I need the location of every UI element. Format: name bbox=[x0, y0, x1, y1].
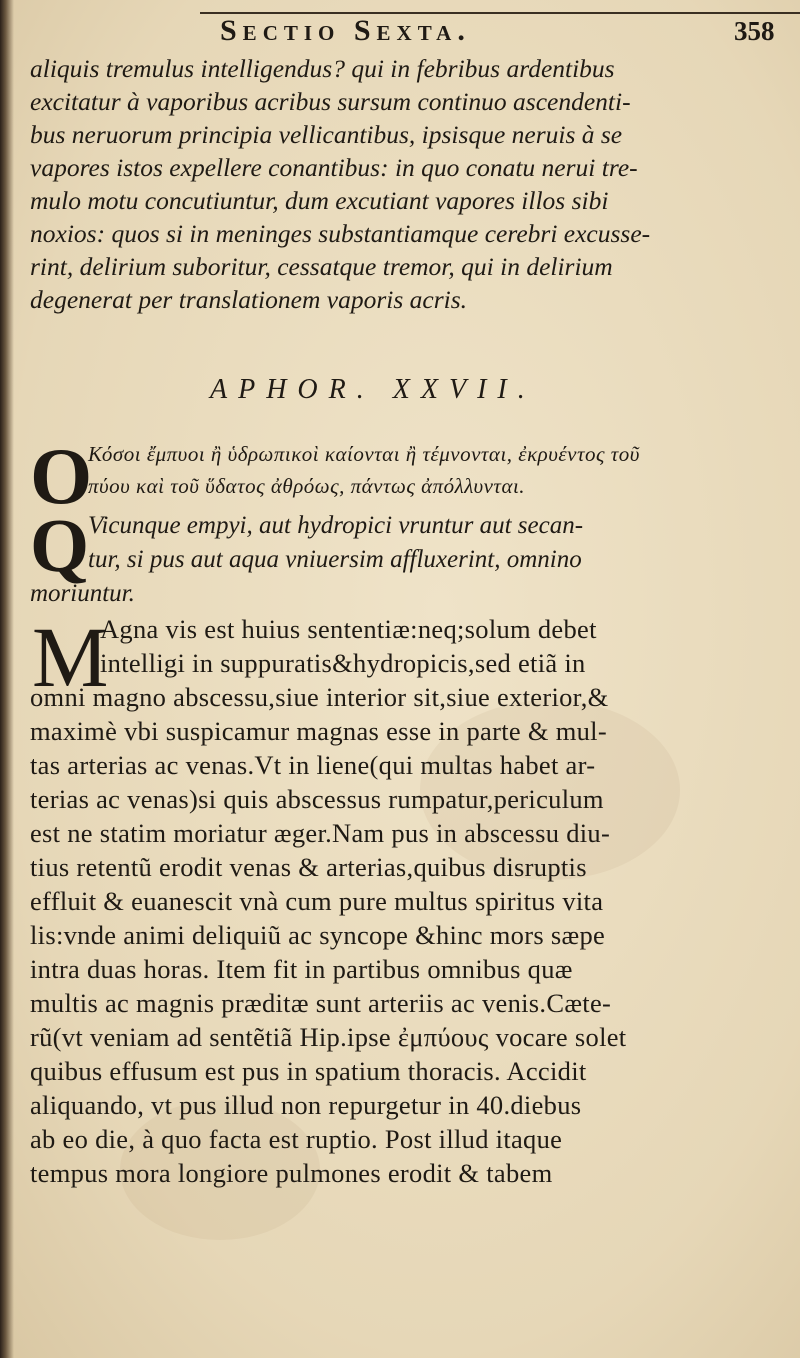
binding-gutter-shadow bbox=[0, 0, 14, 1358]
text-line: vapores istos expellere conantibus: in quo conatu nerui tre- bbox=[30, 153, 638, 182]
aphorism-line: Vicunque empyi, aut hydropici vruntur aut secan- bbox=[88, 512, 584, 539]
text-line: bus neruorum principia vellicantibus, ipsisque neruis à se bbox=[30, 120, 623, 149]
text-line: rint, delirium suboritur, cessatque tremor, qui in delirium bbox=[30, 252, 613, 281]
text-line: omni magno abscessu,siue interior sit,siue exterior,& bbox=[30, 682, 609, 712]
text-line: terias ac venas)si quis abscessus rumpatur,periculum bbox=[30, 784, 604, 814]
text-line: tas arterias ac venas.Vt in liene(qui multas habet ar- bbox=[30, 750, 596, 780]
text-line: tempus mora longiore pulmones erodit & tabem bbox=[30, 1158, 553, 1188]
text-line: degenerat per translationem vaporis acris. bbox=[30, 285, 467, 314]
text-line: aliquis tremulus intelligendus? qui in febribus ardentibus bbox=[30, 54, 615, 83]
running-title: Sectio Sexta. bbox=[220, 14, 471, 47]
text-line: aliquando, vt pus illud non repurgetur in 40.diebus bbox=[30, 1090, 582, 1120]
text-line: Agna vis est huius sententiæ:neq;solum debet bbox=[100, 614, 597, 644]
text-line: rũ(vt veniam ad sentẽtiã Hip.ipse ἐμπύους vocare solet bbox=[30, 1022, 627, 1052]
greek-line: πύου καὶ τοῦ ὕδατος ἀθρόως, πάντως ἀπόλλυνται. bbox=[88, 474, 526, 498]
text-line: maximè vbi suspicamur magnas esse in parte & mul- bbox=[30, 716, 607, 746]
commentary-dropcap: M bbox=[32, 609, 109, 705]
text-line: tius retentũ erodit venas & arterias,quibus disruptis bbox=[30, 852, 587, 882]
greek-line: Κόσοι ἔμπυοι ἢ ὑδρωπικοὶ καίονται ἢ τέμνονται, ἐκρυέντος τοῦ bbox=[88, 442, 640, 466]
text-line: noxios: quos si in meninges substantiamque cerebri excusse- bbox=[30, 219, 651, 248]
running-head bbox=[0, 12, 800, 52]
text-line: mulo motu concutiuntur, dum excutiant vapores illos sibi bbox=[30, 186, 609, 215]
text-line: quibus effusum est pus in spatium thoracis. Accidit bbox=[30, 1056, 587, 1086]
greek-dropcap: O bbox=[30, 433, 93, 521]
text-line: lis:vnde animi deliquiũ ac syncope &hinc mors sæpe bbox=[30, 920, 606, 950]
aphorism-line: moriuntur. bbox=[30, 580, 135, 607]
text-line: intelligi in suppuratis&hydropicis,sed etiã in bbox=[100, 648, 586, 678]
text-line: ab eo die, à quo facta est ruptio. Post illud itaque bbox=[30, 1124, 563, 1154]
text-line: est ne statim moriatur æger.Nam pus in abscessu diu- bbox=[30, 818, 611, 848]
aphorism-heading: APHOR. XXVII. bbox=[210, 374, 536, 405]
page-number: 358 bbox=[734, 16, 775, 46]
latin-dropcap: Q bbox=[30, 504, 90, 588]
commentary-continuation bbox=[30, 52, 780, 316]
text-line: excitatur à vaporibus acribus sursum continuo ascendenti- bbox=[30, 87, 631, 116]
text-line: multis ac magnis præditæ sunt arteriis ac venis.Cæte- bbox=[30, 988, 612, 1018]
text-line: intra duas horas. Item fit in partibus omnibus quæ bbox=[30, 954, 573, 984]
aphorism-line: tur, si pus aut aqua vniuersim affluxerint, omnino bbox=[88, 546, 582, 573]
text-line: effluit & euanescit vnà cum pure multus spiritus vita bbox=[30, 886, 604, 916]
